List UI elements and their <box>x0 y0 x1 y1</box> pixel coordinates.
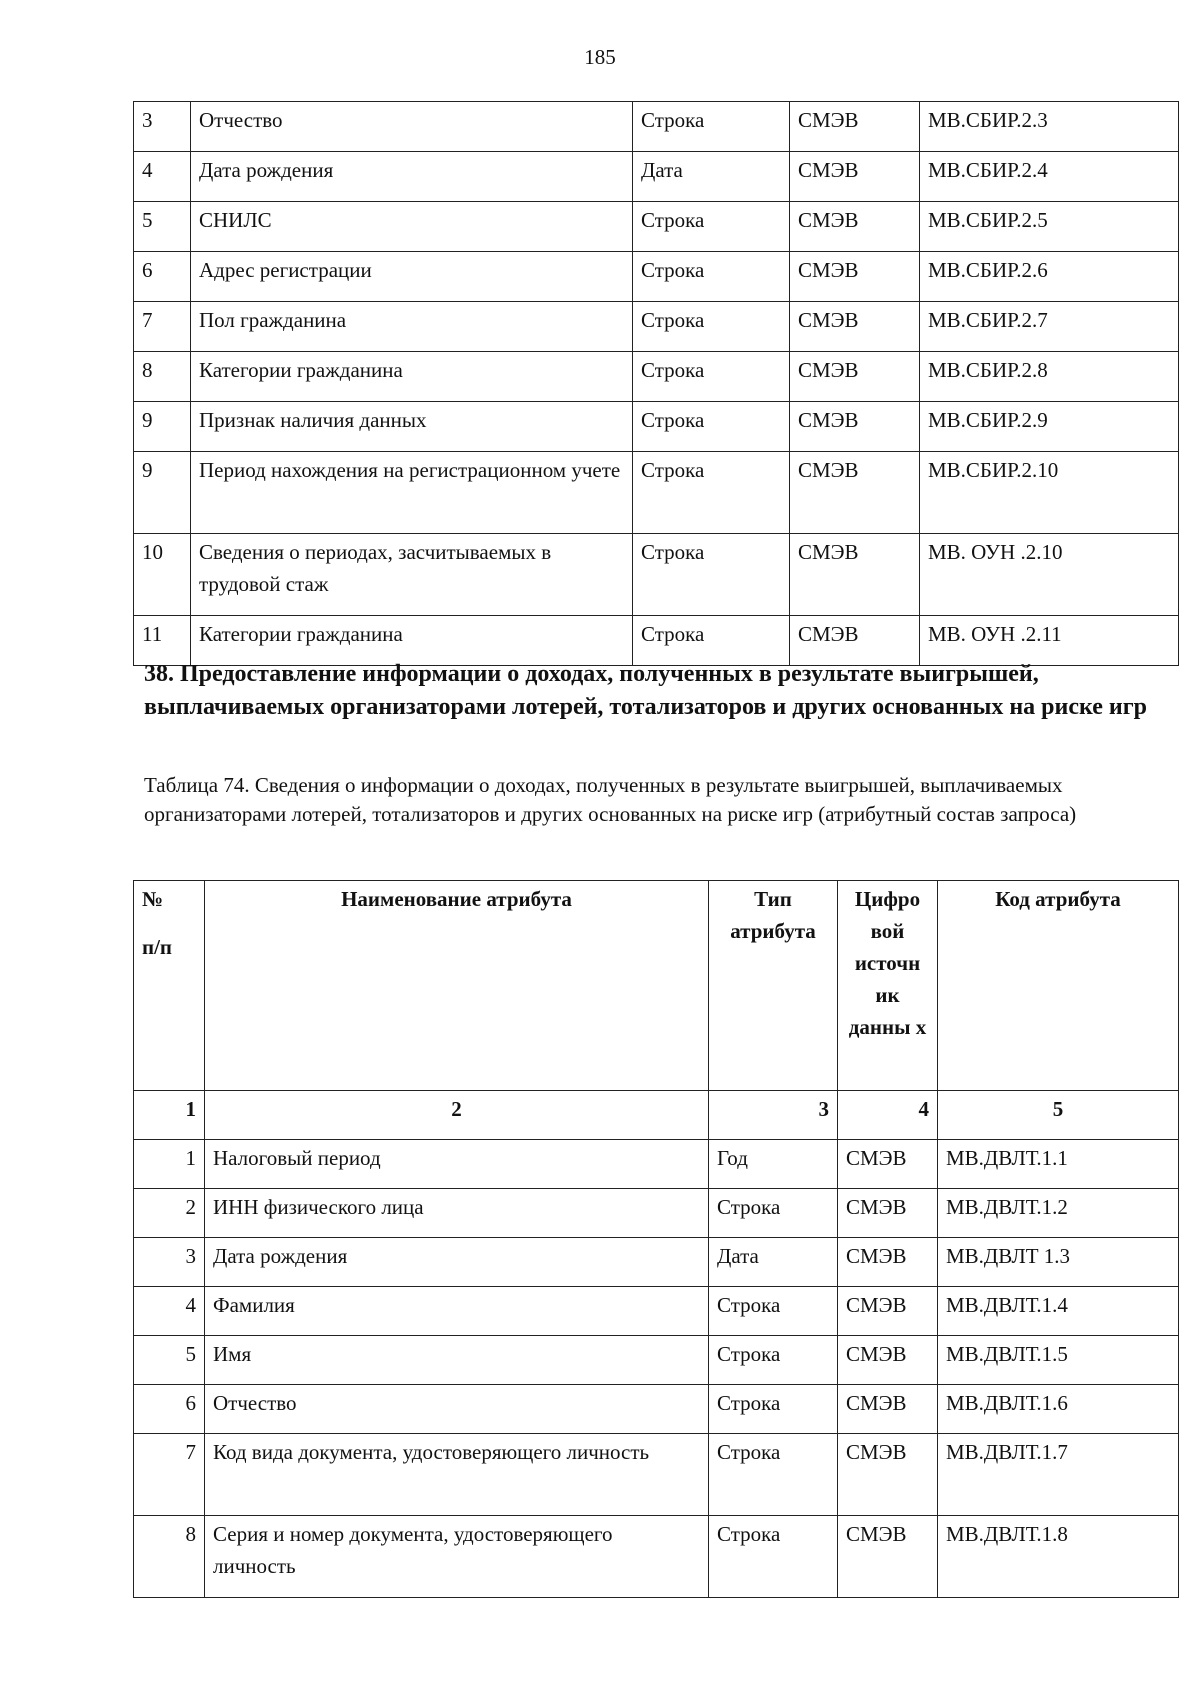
row-number: 6 <box>134 1385 205 1434</box>
table-row <box>134 1287 1179 1336</box>
attribute-name: Категории гражданина <box>191 616 633 666</box>
row-number: 10 <box>134 534 191 616</box>
attribute-name: Категории гражданина <box>191 352 633 402</box>
table-header-row <box>134 881 1179 1091</box>
attribute-name: Адрес регистрации <box>191 252 633 302</box>
attribute-name: Дата рождения <box>205 1238 709 1287</box>
row-number: 1 <box>134 1140 205 1189</box>
attribute-type: Строка <box>633 402 790 452</box>
data-source: СМЭВ <box>790 452 920 534</box>
data-source: СМЭВ <box>790 402 920 452</box>
column-number: 4 <box>838 1091 938 1140</box>
row-number: 9 <box>134 402 191 452</box>
attribute-type: Строка <box>709 1385 838 1434</box>
table-row <box>134 1434 1179 1516</box>
data-source: СМЭВ <box>838 1238 938 1287</box>
attribute-code: МВ.СБИР.2.10 <box>920 452 1179 534</box>
attribute-name: Серия и номер документа, удостоверяющего личность <box>205 1516 709 1598</box>
attribute-type: Дата <box>633 152 790 202</box>
attribute-code: МВ.ДВЛТ.1.8 <box>938 1516 1179 1598</box>
column-number: 5 <box>938 1091 1179 1140</box>
attribute-name: СНИЛС <box>191 202 633 252</box>
attributes-table <box>133 880 1179 1598</box>
attribute-type: Строка <box>633 534 790 616</box>
attribute-code: МВ.СБИР.2.4 <box>920 152 1179 202</box>
data-source: СМЭВ <box>790 352 920 402</box>
data-source: СМЭВ <box>838 1516 938 1598</box>
attribute-type: Строка <box>633 616 790 666</box>
attribute-name: Имя <box>205 1336 709 1385</box>
attribute-code: МВ.СБИР.2.3 <box>920 102 1179 152</box>
data-source: СМЭВ <box>790 252 920 302</box>
header-number-label: п/п <box>142 935 173 959</box>
table-row <box>134 252 1179 302</box>
data-source: СМЭВ <box>838 1385 938 1434</box>
attribute-code: МВ.ДВЛТ.1.4 <box>938 1287 1179 1336</box>
table-row <box>134 202 1179 252</box>
attribute-name: Признак наличия данных <box>191 402 633 452</box>
header-number <box>134 881 205 1091</box>
row-number: 5 <box>134 1336 205 1385</box>
row-number: 3 <box>134 102 191 152</box>
attribute-type: Строка <box>709 1287 838 1336</box>
attribute-name: Пол гражданина <box>191 302 633 352</box>
data-source: СМЭВ <box>790 616 920 666</box>
table-row <box>134 152 1179 202</box>
column-numbers-row <box>134 1091 1179 1140</box>
attribute-type: Строка <box>709 1434 838 1516</box>
row-number: 3 <box>134 1238 205 1287</box>
attribute-code: МВ.СБИР.2.5 <box>920 202 1179 252</box>
attributes-table-continued <box>133 101 1179 666</box>
attribute-name: Сведения о периодах, засчитываемых в трудовой стаж <box>191 534 633 616</box>
table-row <box>134 1516 1179 1598</box>
header-number-symbol: № <box>142 887 164 911</box>
row-number: 4 <box>134 152 191 202</box>
column-number: 1 <box>134 1091 205 1140</box>
attribute-type: Строка <box>633 352 790 402</box>
row-number: 6 <box>134 252 191 302</box>
attribute-code: МВ. ОУН .2.11 <box>920 616 1179 666</box>
attribute-name: Налоговый период <box>205 1140 709 1189</box>
attribute-type: Строка <box>709 1516 838 1598</box>
table-row <box>134 102 1179 152</box>
attribute-code: МВ.ДВЛТ.1.2 <box>938 1189 1179 1238</box>
data-source: СМЭВ <box>838 1287 938 1336</box>
attribute-name: Отчество <box>191 102 633 152</box>
row-number: 4 <box>134 1287 205 1336</box>
data-source: СМЭВ <box>790 302 920 352</box>
table-row <box>134 402 1179 452</box>
attribute-code: МВ.ДВЛТ.1.7 <box>938 1434 1179 1516</box>
table-row <box>134 1238 1179 1287</box>
attribute-code: МВ.СБИР.2.6 <box>920 252 1179 302</box>
attribute-name: ИНН физического лица <box>205 1189 709 1238</box>
attribute-type: Год <box>709 1140 838 1189</box>
attribute-code: МВ.СБИР.2.8 <box>920 352 1179 402</box>
data-source: СМЭВ <box>790 534 920 616</box>
attribute-name: Период нахождения на регистрационном учете <box>191 452 633 534</box>
attribute-code: МВ.ДВЛТ.1.5 <box>938 1336 1179 1385</box>
attribute-code: МВ. ОУН .2.10 <box>920 534 1179 616</box>
column-number: 3 <box>709 1091 838 1140</box>
table-row <box>134 1336 1179 1385</box>
row-number: 11 <box>134 616 191 666</box>
row-number: 8 <box>134 1516 205 1598</box>
attribute-code: МВ.СБИР.2.9 <box>920 402 1179 452</box>
data-source: СМЭВ <box>838 1140 938 1189</box>
attribute-type: Строка <box>709 1189 838 1238</box>
page-number: 185 <box>584 45 616 69</box>
data-source: СМЭВ <box>838 1336 938 1385</box>
data-source: СМЭВ <box>790 152 920 202</box>
attribute-code: МВ.ДВЛТ.1.1 <box>938 1140 1179 1189</box>
row-number: 2 <box>134 1189 205 1238</box>
section-heading: 38. Предоставление информации о доходах, полученных в результате выигрышей, выплачиваемых организаторами лотерей, тотализаторов и других основанных на риске игр <box>144 661 1147 720</box>
attribute-type: Строка <box>633 202 790 252</box>
data-source: СМЭВ <box>790 202 920 252</box>
header-type: Тип атрибута <box>709 881 838 1091</box>
table-row <box>134 352 1179 402</box>
table-row <box>134 302 1179 352</box>
attribute-type: Строка <box>633 102 790 152</box>
row-number: 9 <box>134 452 191 534</box>
attribute-name: Код вида документа, удостоверяющего личность <box>205 1434 709 1516</box>
attribute-type: Строка <box>633 452 790 534</box>
attribute-name: Фамилия <box>205 1287 709 1336</box>
attribute-code: МВ.ДВЛТ 1.3 <box>938 1238 1179 1287</box>
attribute-type: Дата <box>709 1238 838 1287</box>
table-caption: Таблица 74. Сведения о информации о доходах, полученных в результате выигрышей, выплачиваемых организаторами лотерей, тотализаторов и других основанных на риске игр (атрибутный состав запроса) <box>144 773 1077 826</box>
row-number: 7 <box>134 1434 205 1516</box>
table-row <box>134 1140 1179 1189</box>
header-code: Код атрибута <box>938 881 1179 1091</box>
data-source: СМЭВ <box>838 1434 938 1516</box>
column-number: 2 <box>205 1091 709 1140</box>
header-source: Цифро вой источн ик данны х <box>838 881 938 1091</box>
data-source: СМЭВ <box>838 1189 938 1238</box>
attribute-type: Строка <box>709 1336 838 1385</box>
attribute-name: Дата рождения <box>191 152 633 202</box>
table-row <box>134 1189 1179 1238</box>
header-name: Наименование атрибута <box>205 881 709 1091</box>
row-number: 7 <box>134 302 191 352</box>
attribute-type: Строка <box>633 252 790 302</box>
data-source: СМЭВ <box>790 102 920 152</box>
table-row <box>134 534 1179 616</box>
table-row <box>134 1385 1179 1434</box>
attribute-code: МВ.СБИР.2.7 <box>920 302 1179 352</box>
table-row <box>134 452 1179 534</box>
row-number: 8 <box>134 352 191 402</box>
attribute-code: МВ.ДВЛТ.1.6 <box>938 1385 1179 1434</box>
row-number: 5 <box>134 202 191 252</box>
attribute-type: Строка <box>633 302 790 352</box>
attribute-name: Отчество <box>205 1385 709 1434</box>
